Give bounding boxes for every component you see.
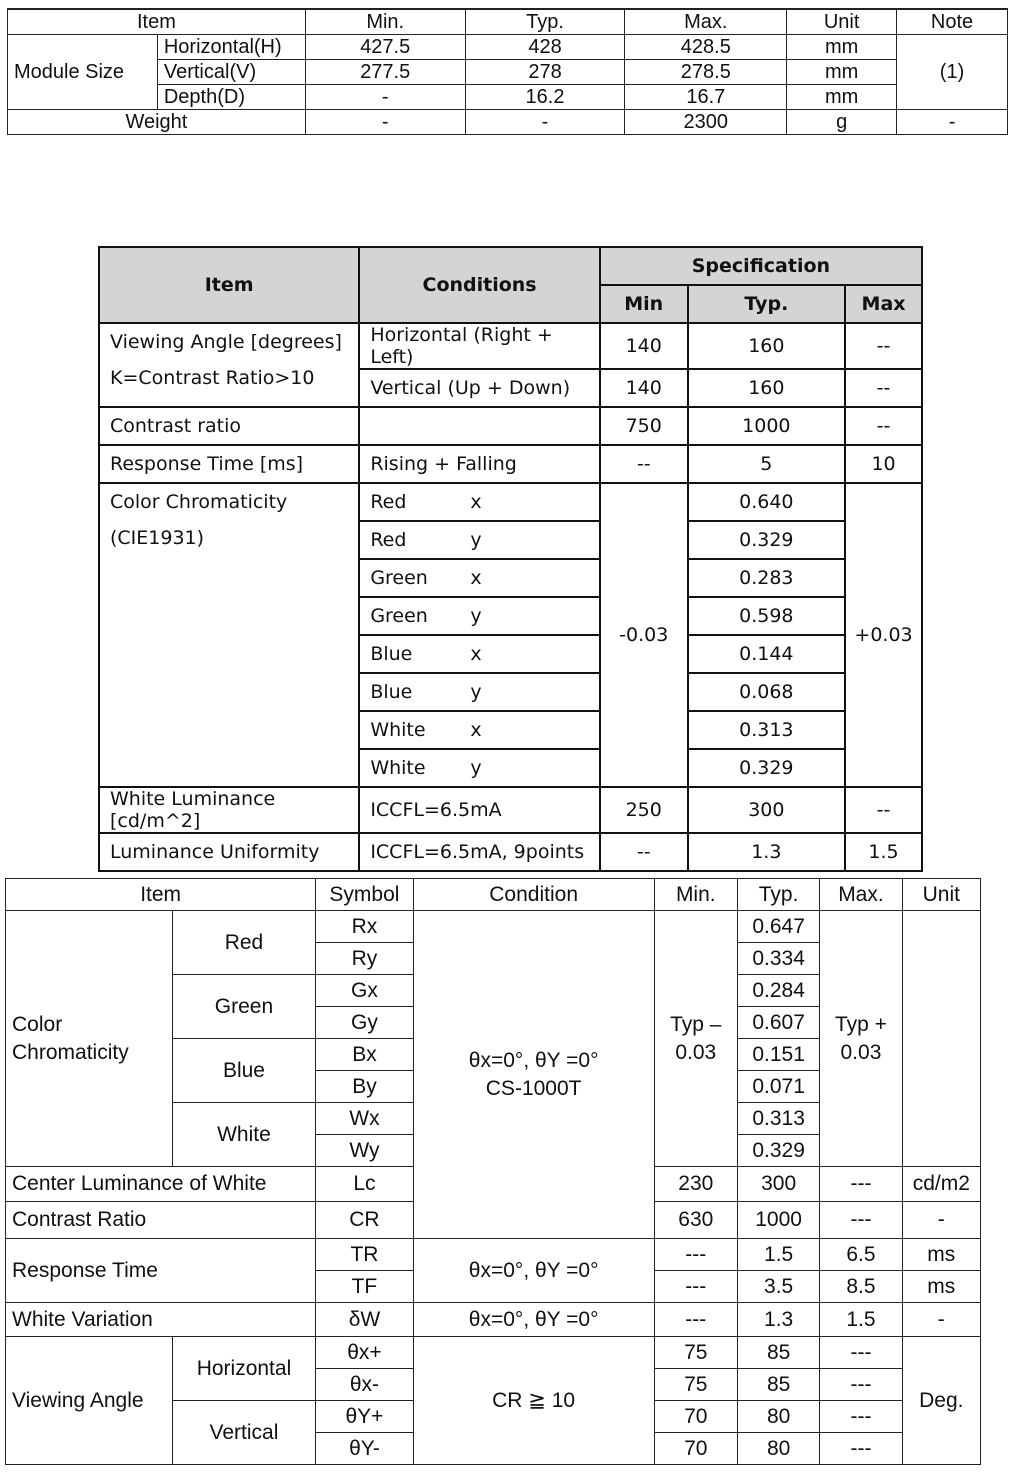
table-row	[6, 1239, 981, 1271]
contrast-ratio-label: Contrast Ratio	[6, 1202, 316, 1239]
cell-unit: mm	[787, 35, 897, 60]
cell-typ: 0.284	[737, 975, 819, 1007]
axis: x	[470, 719, 482, 741]
cell-typ: 300	[737, 1167, 819, 1202]
viewing-angle-label	[99, 323, 359, 407]
table-row	[8, 85, 1008, 110]
cell-max: 8.5	[820, 1271, 902, 1303]
cell-max: --	[845, 787, 922, 833]
table-header-row	[99, 247, 922, 285]
header-typ: Typ.	[465, 9, 625, 35]
cell-max: --	[845, 369, 922, 407]
table-row	[99, 787, 922, 833]
cell-unit: -	[902, 1303, 980, 1337]
table-row	[99, 407, 922, 445]
table-row	[8, 35, 1008, 60]
table-row	[6, 1337, 981, 1369]
table-row	[8, 60, 1008, 85]
response-time-label: Response Time	[6, 1239, 316, 1303]
cell-min: 250	[600, 787, 688, 833]
cell-condition	[359, 559, 600, 597]
cell-typ: 0.313	[737, 1103, 819, 1135]
condition-line1: θx=0°, θY =0°	[468, 1048, 599, 1072]
axis: y	[470, 605, 482, 627]
cell-condition: ICCFL=6.5mA, 9points	[359, 833, 600, 871]
header-condition: Condition	[413, 879, 654, 911]
cell-symbol: Rx	[316, 911, 413, 943]
group-white: White	[172, 1103, 316, 1167]
header-max: Max.	[820, 879, 902, 911]
cell-max: 1.5	[820, 1303, 902, 1337]
cell-typ: 160	[688, 323, 845, 369]
cell-min: -	[305, 85, 465, 110]
header-max: Max.	[625, 9, 787, 35]
header-typ: Typ.	[688, 285, 845, 323]
horizontal-label: Horizontal	[172, 1337, 316, 1401]
cell-typ: 0.329	[688, 521, 845, 559]
group-green: Green	[172, 975, 316, 1039]
cell-symbol: Gy	[316, 1007, 413, 1039]
cell-condition: θx=0°, θY =0°	[413, 1303, 654, 1337]
table-row	[99, 483, 922, 521]
cell-min: --	[600, 833, 688, 871]
cell-typ: 1000	[688, 407, 845, 445]
cell-typ: -	[465, 110, 625, 135]
cell-unit: cd/m2	[902, 1167, 980, 1202]
viewing-angle-line2: K=Contrast Ratio>10	[110, 367, 315, 389]
axis: y	[470, 757, 482, 779]
axis: y	[470, 529, 482, 551]
cell-condition	[359, 749, 600, 787]
header-item: Item	[99, 247, 359, 323]
cell-max: 6.5	[820, 1239, 902, 1271]
cell-symbol: TF	[316, 1271, 413, 1303]
color-name: Red	[370, 529, 407, 551]
cell-condition	[359, 635, 600, 673]
cell-typ: 0.144	[688, 635, 845, 673]
header-typ: Typ.	[737, 879, 819, 911]
color-name: Blue	[370, 681, 413, 703]
optical-characteristics-table	[5, 878, 981, 1465]
cell-unit: g	[787, 110, 897, 135]
cell-min: 140	[600, 369, 688, 407]
cell-symbol: CR	[316, 1202, 413, 1239]
viewing-angle-label: Viewing Angle	[6, 1337, 173, 1465]
color-name: Green	[370, 605, 428, 627]
cell-typ: 80	[737, 1433, 819, 1465]
header-item: Item	[6, 879, 316, 911]
header-min: Min.	[305, 9, 465, 35]
chroma-unit	[902, 911, 980, 1167]
cell-condition	[359, 673, 600, 711]
table-row	[8, 110, 1008, 135]
cell-typ: 0.151	[737, 1039, 819, 1071]
cell-max: --	[845, 407, 922, 445]
cell-typ: 0.647	[737, 911, 819, 943]
cell-symbol: Lc	[316, 1167, 413, 1202]
cell-symbol: Gx	[316, 975, 413, 1007]
cell-min: 75	[654, 1337, 737, 1369]
module-size-table	[7, 8, 1008, 135]
chroma-min	[654, 911, 737, 1167]
cell-max: 10	[845, 445, 922, 483]
cell-condition	[359, 597, 600, 635]
cell-typ: 16.2	[465, 85, 625, 110]
cell-unit: ms	[902, 1271, 980, 1303]
cell-max: ---	[820, 1337, 902, 1369]
cell-condition: Vertical (Up + Down)	[359, 369, 600, 407]
cell-min: 230	[654, 1167, 737, 1202]
cell-typ: 0.598	[688, 597, 845, 635]
table-header-row	[8, 9, 1008, 35]
cell-min: ---	[654, 1239, 737, 1271]
cell-min: 277.5	[305, 60, 465, 85]
axis: x	[470, 567, 482, 589]
header-note: Note	[897, 9, 1008, 35]
cell-symbol: θx-	[316, 1369, 413, 1401]
cell-min: ---	[654, 1271, 737, 1303]
cell-typ: 428	[465, 35, 625, 60]
cell-typ: 0.329	[688, 749, 845, 787]
cell-min: ---	[654, 1303, 737, 1337]
cell-unit: mm	[787, 85, 897, 110]
viewing-angle-line1: Viewing Angle [degrees]	[110, 331, 342, 353]
header-min: Min	[600, 285, 688, 323]
cell-symbol: Wx	[316, 1103, 413, 1135]
cell-max: ---	[820, 1401, 902, 1433]
cell-symbol: Wy	[316, 1135, 413, 1167]
cell-typ: 0.640	[688, 483, 845, 521]
cell-max: ---	[820, 1433, 902, 1465]
header-max: Max	[845, 285, 922, 323]
white-luminance-label: White Luminance [cd/m^2]	[99, 787, 359, 833]
cell-min: 70	[654, 1401, 737, 1433]
cell-note: (1)	[897, 35, 1008, 110]
cell-typ: 300	[688, 787, 845, 833]
cell-symbol: By	[316, 1071, 413, 1103]
table-row	[99, 445, 922, 483]
contrast-ratio-label: Contrast ratio	[99, 407, 359, 445]
cell-typ: 0.071	[737, 1071, 819, 1103]
cell-typ: 0.283	[688, 559, 845, 597]
header-conditions: Conditions	[359, 247, 600, 323]
axis: x	[470, 643, 482, 665]
cell-typ: 1.3	[737, 1303, 819, 1337]
cell-condition: Horizontal (Right + Left)	[359, 323, 600, 369]
axis: x	[470, 491, 482, 513]
cell-condition: θx=0°, θY =0°	[413, 1239, 654, 1303]
header-unit: Unit	[902, 879, 980, 911]
cell-min: 427.5	[305, 35, 465, 60]
cell-min: 70	[654, 1433, 737, 1465]
center-luminance-label: Center Luminance of White	[6, 1167, 316, 1202]
cell-typ: 1000	[737, 1202, 819, 1239]
optical-spec-table	[98, 246, 923, 872]
cell-unit: ms	[902, 1239, 980, 1271]
header-symbol: Symbol	[316, 879, 413, 911]
cell-symbol: θY+	[316, 1401, 413, 1433]
cell-typ: 0.329	[737, 1135, 819, 1167]
cell-unit: -	[902, 1202, 980, 1239]
cell-min: 75	[654, 1369, 737, 1401]
cell-max: ---	[820, 1167, 902, 1202]
cell-condition: ICCFL=6.5mA	[359, 787, 600, 833]
header-item: Item	[8, 9, 306, 35]
cell-note: -	[897, 110, 1008, 135]
module-size-label: Module Size	[8, 35, 158, 110]
row-sub: Vertical(V)	[157, 60, 305, 85]
color-name: Green	[370, 567, 428, 589]
cell-condition: CR ≧ 10	[413, 1337, 654, 1465]
cell-max: ---	[820, 1369, 902, 1401]
cell-typ: 3.5	[737, 1271, 819, 1303]
cell-min: 630	[654, 1202, 737, 1239]
row-sub: Depth(D)	[157, 85, 305, 110]
cell-typ: 85	[737, 1369, 819, 1401]
cell-unit: mm	[787, 60, 897, 85]
chroma-line2: Chromaticity	[12, 1040, 129, 1064]
response-time-label: Response Time [ms]	[99, 445, 359, 483]
cell-min: 140	[600, 323, 688, 369]
cell-typ: 80	[737, 1401, 819, 1433]
chroma-max-line1: Typ +	[834, 1012, 887, 1036]
cell-max: 16.7	[625, 85, 787, 110]
cell-typ: 0.068	[688, 673, 845, 711]
cell-typ: 0.607	[737, 1007, 819, 1039]
vertical-label: Vertical	[172, 1401, 316, 1465]
cell-max: --	[845, 323, 922, 369]
cell-max: 278.5	[625, 60, 787, 85]
cell-min: --	[600, 445, 688, 483]
group-blue: Blue	[172, 1039, 316, 1103]
chroma-max-line2: 0.03	[840, 1040, 882, 1064]
chroma-min-line1: Typ –	[670, 1012, 722, 1036]
cell-symbol: θY-	[316, 1433, 413, 1465]
table-row	[6, 1303, 981, 1337]
row-sub: Horizontal(H)	[157, 35, 305, 60]
cell-typ: 85	[737, 1337, 819, 1369]
chroma-min: -0.03	[600, 483, 688, 787]
cell-symbol: θx+	[316, 1337, 413, 1369]
axis: y	[470, 681, 482, 703]
group-red: Red	[172, 911, 316, 975]
cell-symbol: Ry	[316, 943, 413, 975]
cell-typ: 1.5	[737, 1239, 819, 1271]
header-min: Min.	[654, 879, 737, 911]
cell-condition	[359, 407, 600, 445]
cell-typ: 1.3	[688, 833, 845, 871]
cell-condition	[359, 521, 600, 559]
weight-label: Weight	[8, 110, 306, 135]
color-name: White	[370, 757, 426, 779]
cell-typ: 0.334	[737, 943, 819, 975]
cell-min: -	[305, 110, 465, 135]
cell-unit: Deg.	[902, 1337, 980, 1465]
cell-condition	[359, 483, 600, 521]
color-name: Blue	[370, 643, 413, 665]
chroma-line1: Color	[12, 1012, 63, 1036]
chroma-max	[820, 911, 902, 1167]
color-name: White	[370, 719, 426, 741]
cell-condition	[359, 711, 600, 749]
cell-symbol: TR	[316, 1239, 413, 1271]
chroma-min-line2: 0.03	[675, 1040, 717, 1064]
cell-typ: 278	[465, 60, 625, 85]
header-specification: Specification	[600, 247, 922, 285]
table-row	[6, 911, 981, 943]
table-header-row	[6, 879, 981, 911]
chromaticity-line2: (CIE1931)	[110, 527, 205, 549]
cell-typ: 160	[688, 369, 845, 407]
color-name: Red	[370, 491, 407, 513]
color-chromaticity-label	[99, 483, 359, 787]
chroma-max: +0.03	[845, 483, 922, 787]
condition-line2: CS-1000T	[485, 1076, 582, 1100]
cell-min: 750	[600, 407, 688, 445]
cell-max: ---	[820, 1202, 902, 1239]
cell-typ: 5	[688, 445, 845, 483]
cell-max: 428.5	[625, 35, 787, 60]
chroma-condition	[413, 911, 654, 1239]
cell-typ: 0.313	[688, 711, 845, 749]
table-row	[99, 833, 922, 871]
cell-condition: Rising + Falling	[359, 445, 600, 483]
luminance-uniformity-label: Luminance Uniformity	[99, 833, 359, 871]
color-chromaticity-label	[6, 911, 173, 1167]
table-row	[99, 323, 922, 369]
header-unit: Unit	[787, 9, 897, 35]
chromaticity-line1: Color Chromaticity	[110, 491, 288, 513]
cell-symbol: Bx	[316, 1039, 413, 1071]
cell-max: 2300	[625, 110, 787, 135]
cell-symbol: δW	[316, 1303, 413, 1337]
white-variation-label: White Variation	[6, 1303, 316, 1337]
cell-max: 1.5	[845, 833, 922, 871]
